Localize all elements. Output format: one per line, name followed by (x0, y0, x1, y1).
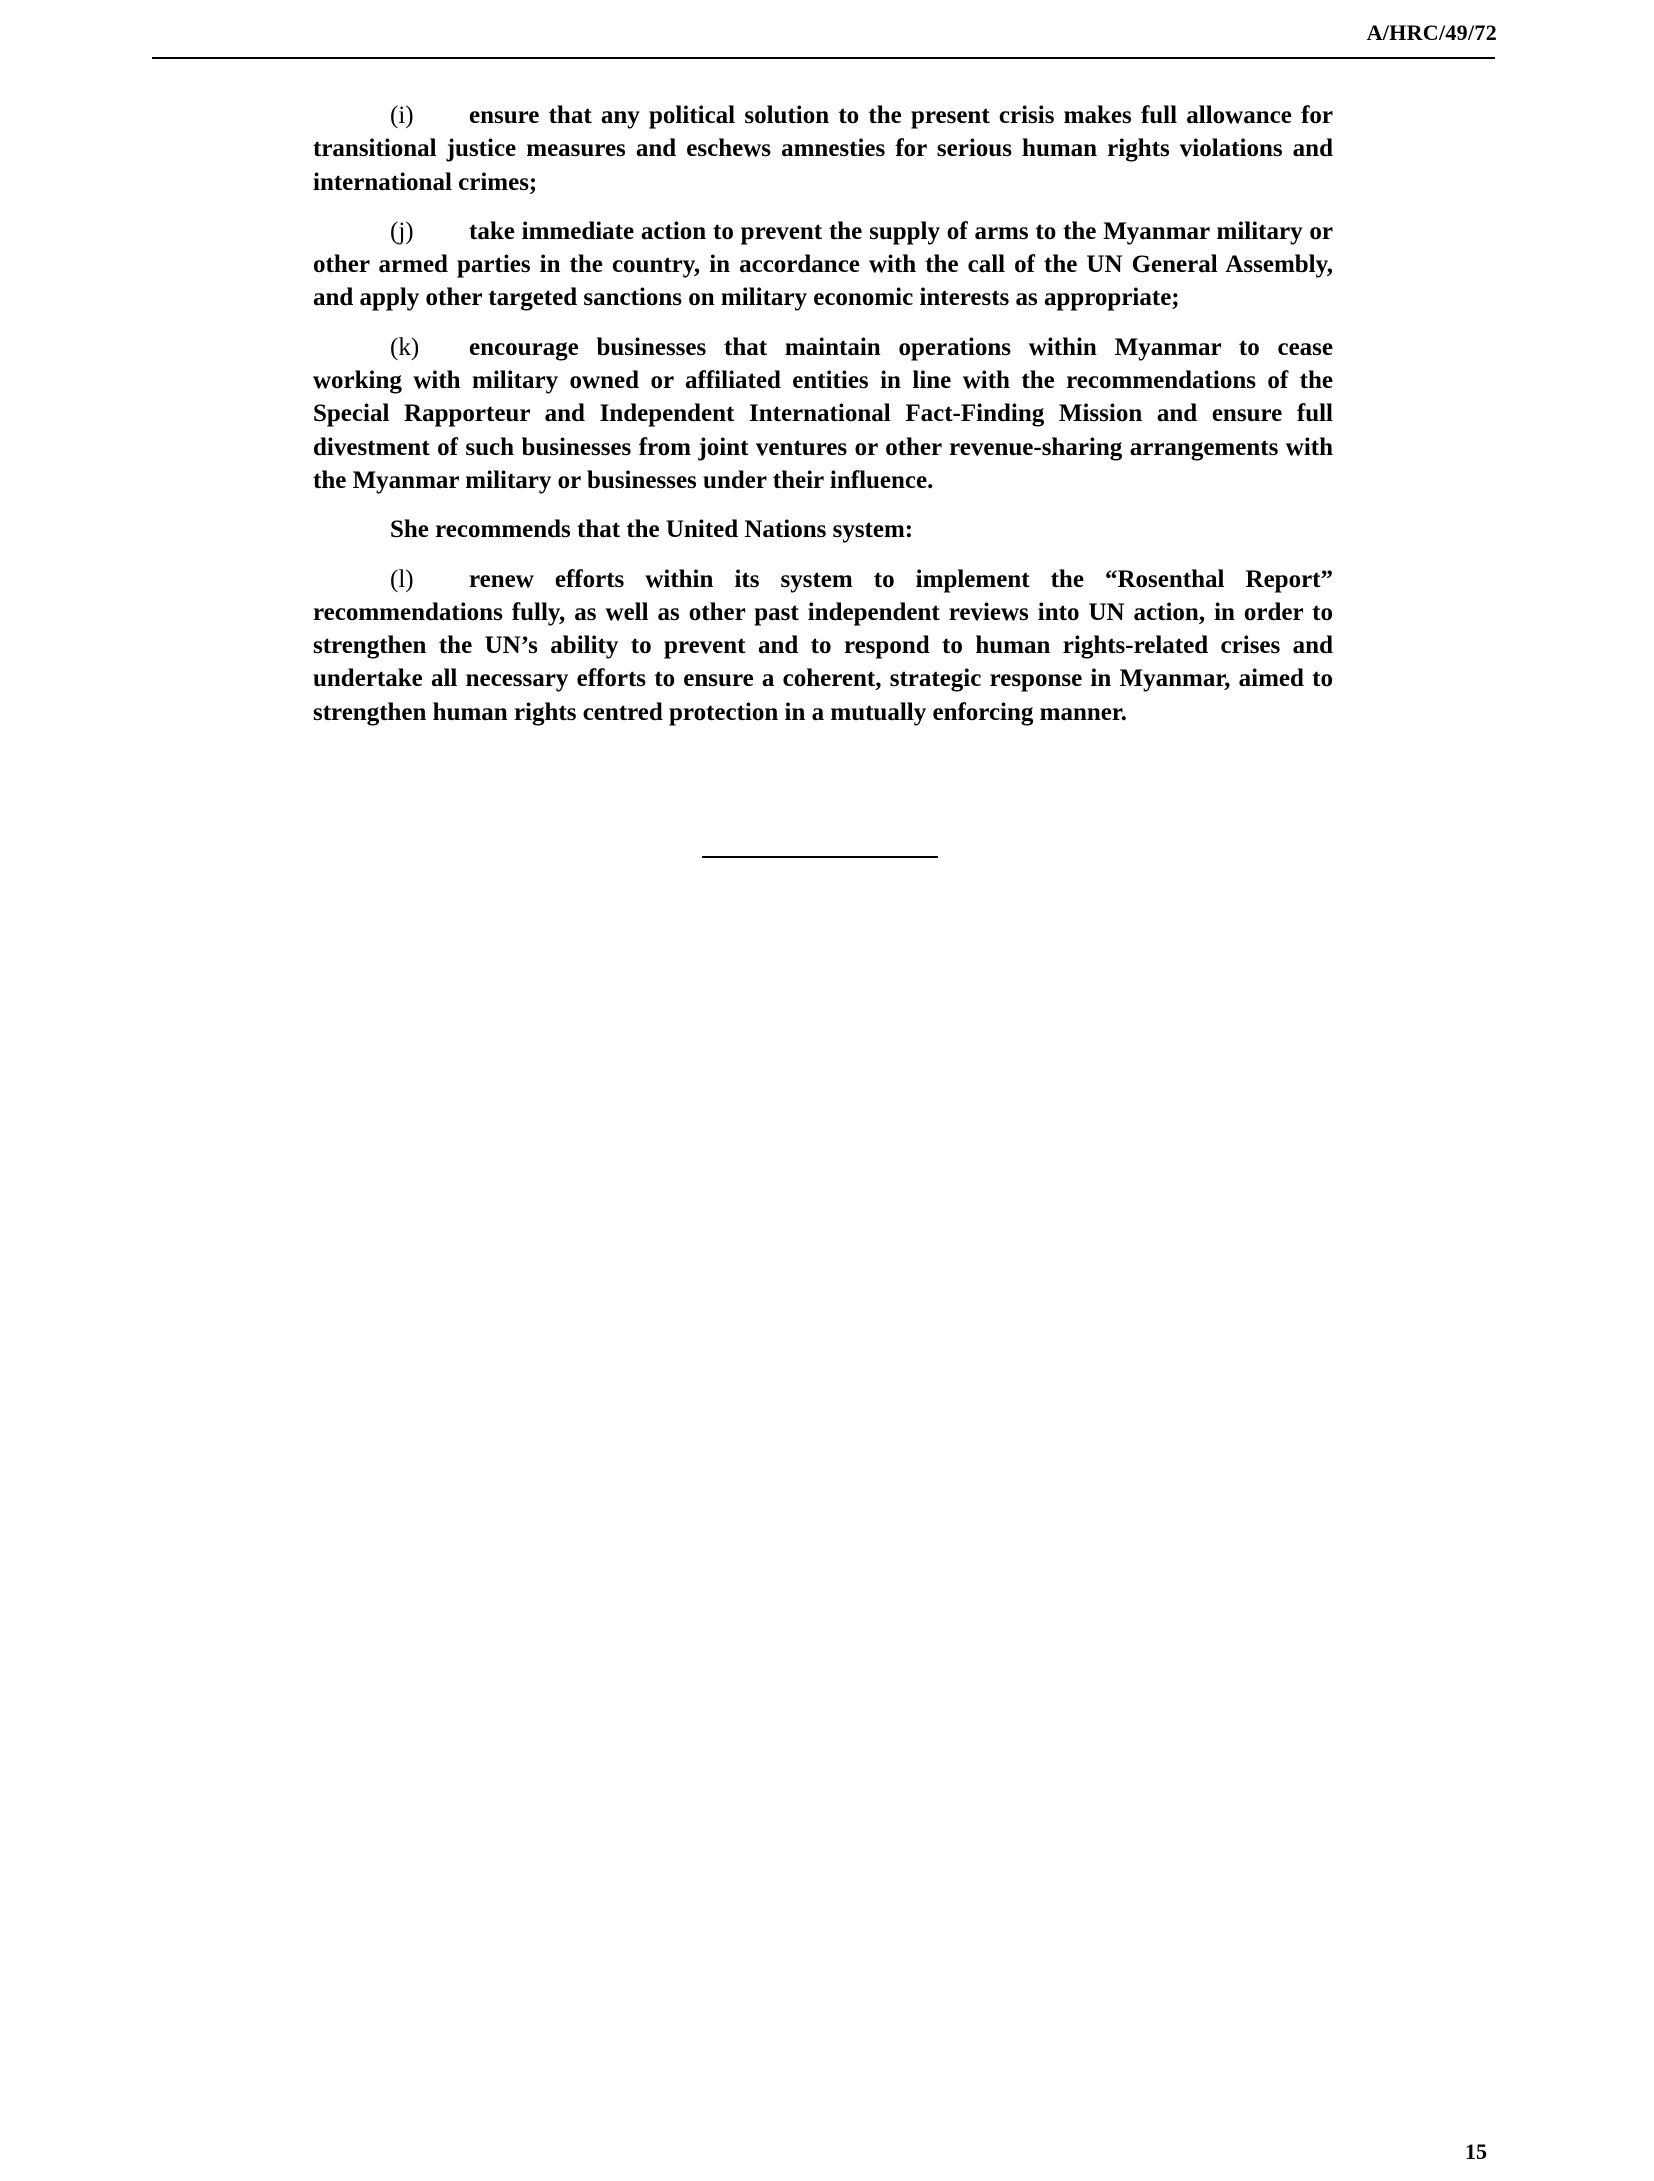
recommendation-j (313, 215, 1333, 315)
document-symbol: A/HRC/49/72 (1366, 20, 1497, 45)
end-of-document-rule (702, 856, 938, 858)
recommendation-label: (i) (390, 102, 414, 129)
header-rule (152, 57, 1495, 59)
document-body (313, 99, 1333, 745)
page-number: 15 (1465, 2139, 1487, 2164)
recommendation-k (313, 331, 1333, 497)
recommendation-label: (j) (390, 217, 414, 245)
un-system-intro: She recommends that the United Nations system: (390, 516, 914, 544)
recommendation-text: encourage businesses that maintain operations within Myanmar to cease working with military owned or affiliated entities in line with the recommendations of the Special Rapporteur and Independent International Fact-Finding Mission and ensure full divestment of such businesses from joint ventures or other revenue-sharing arrangements with the Myanmar military or businesses under their influence. (313, 333, 1333, 494)
recommendation-i (313, 99, 1333, 199)
recommendation-label: (l) (390, 565, 414, 593)
recommendation-text: renew efforts within its system to implement the “Rosenthal Report” recommendations fully, as well as other past independent reviews into UN action, in order to strengthen the UN’s ability to prevent and to respond to human rights-related crises and undertake all necessary efforts to ensure a coherent, strategic response in Myanmar, aimed to strengthen human rights centred protection in a mutually enforcing manner. (313, 565, 1333, 726)
recommendation-label: (k) (390, 333, 420, 361)
recommendation-text: take immediate action to prevent the supply of arms to the Myanmar military or other armed parties in the country, in accordance with the call of the UN General Assembly, and apply other targeted sanctions on military economic interests as appropriate; (313, 217, 1333, 312)
recommendation-text: ensure that any political solution to the present crisis makes full allowance for transitional justice measures and eschews amnesties for serious human rights violations and international crimes; (313, 102, 1333, 196)
recommendation-l (313, 563, 1333, 729)
